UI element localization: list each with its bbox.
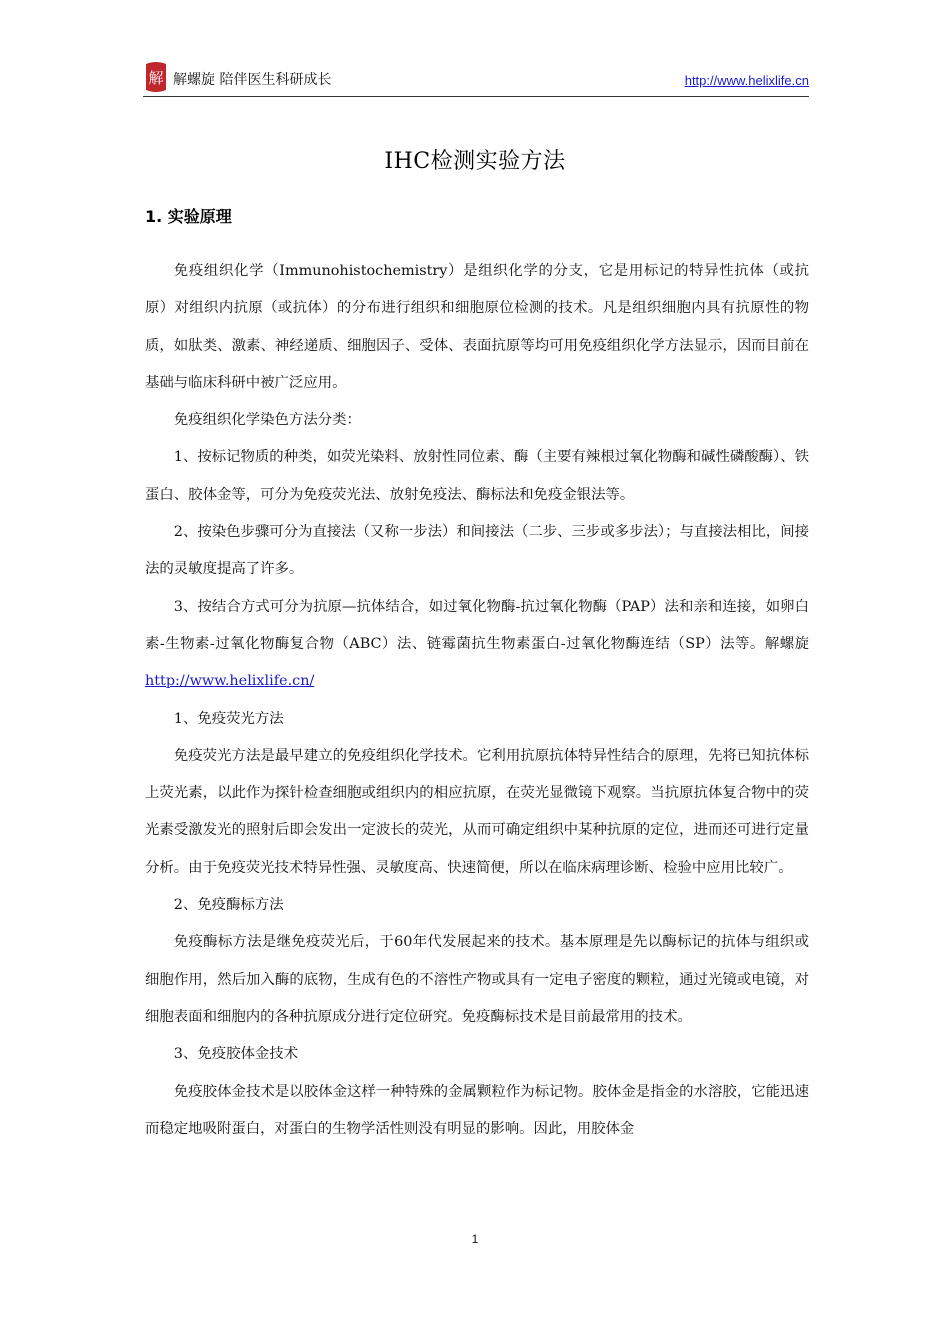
paragraph-intro: 免疫组织化学（Immunohistochemistry）是组织化学的分支，它是用标记的特异性抗体（或抗原）对组织内抗原（或抗体）的分布进行组织和细胞原位检测的技术。凡是组织细胞内具有抗原性的物质，如肽类、激素、神经递质、细胞因子、受体、表面抗原等均可用免疫组织化学方法显示，因而目前在基础与临床科研中被广泛应用。 <box>145 263 809 391</box>
document-title: IHC检测实验方法 <box>384 149 566 174</box>
section-heading-principle: 1. 实验原理 <box>145 207 232 226</box>
paragraph-by-binding <box>145 589 809 701</box>
header-site-link[interactable]: http://www.helixlife.cn <box>684 73 809 88</box>
subheading-immunoenzyme: 2、免疫酶标方法 <box>173 897 284 914</box>
paragraph-by-steps: 2、按染色步骤可分为直接法（又称一步法）和间接法（二步、三步或多步法）；与直接法相比，间接法的灵敏度提高了许多。 <box>145 524 809 578</box>
paragraph-classification-lead: 免疫组织化学染色方法分类： <box>173 412 361 429</box>
svg-text:解: 解 <box>148 69 164 87</box>
paragraph-by-binding-text: 3、按结合方式可分为抗原—抗体结合，如过氧化物酶-抗过氧化物酶（PAP）法和亲和连接，如卵白素-生物素-过氧化物酶复合物（ABC）法、链霉菌抗生物素蛋白-过氧化物酶连结（SP）法等。解螺旋 <box>145 598 809 652</box>
helix-seal-logo <box>143 60 169 94</box>
page-header <box>143 56 809 97</box>
paragraph-immunoenzyme: 免疫酶标方法是继免疫荧光后，于60年代发展起来的技术。基本原理是先以酶标记的抗体与组织或细胞作用，然后加入酶的底物，生成有色的不溶性产物或具有一定电子密度的颗粒，通过光镜或电镜，对细胞表面和细胞内的各种抗原成分进行定位研究。免疫酶标技术是目前最常用的技术。 <box>145 934 809 1025</box>
paragraph-colloidal-gold: 免疫胶体金技术是以胶体金这样一种特殊的金属颗粒作为标记物。胶体金是指金的水溶胶，它能迅速而稳定地吸附蛋白，对蛋白的生物学活性则没有明显的影响。因此，用胶体金 <box>145 1083 809 1137</box>
subheading-colloidal-gold: 3、免疫胶体金技术 <box>173 1046 299 1063</box>
subheading-immunofluorescence: 1、免疫荧光方法 <box>173 710 284 727</box>
page-number: 1 <box>471 1232 479 1246</box>
paragraph-immunofluorescence: 免疫荧光方法是最早建立的免疫组织化学技术。它利用抗原抗体特异性结合的原理，先将已知抗体标上荧光素，以此作为探针检查细胞或组织内的相应抗原，在荧光显微镜下观察。当抗原抗体复合物中的荧光素受激发光的照射后即会发出一定波长的荧光，从而可确定组织中某种抗原的定位，进而还可进行定量分析。由于免疫荧光技术特异性强、灵敏度高、快速简便，所以在临床病理诊断、检验中应用比较广。 <box>145 747 809 876</box>
document-body <box>145 253 809 1148</box>
brand-slogan: 解螺旋 陪伴医生科研成长 <box>173 72 332 88</box>
paragraph-by-label: 1、按标记物质的种类，如荧光染料、放射性同位素、酶（主要有辣根过氧化物酶和碱性磷酸酶）、铁蛋白、胶体金等，可分为免疫荧光法、放射免疫法、酶标法和免疫金银法等。 <box>145 449 809 503</box>
body-site-link[interactable]: http://www.helixlife.cn/ <box>145 673 315 690</box>
